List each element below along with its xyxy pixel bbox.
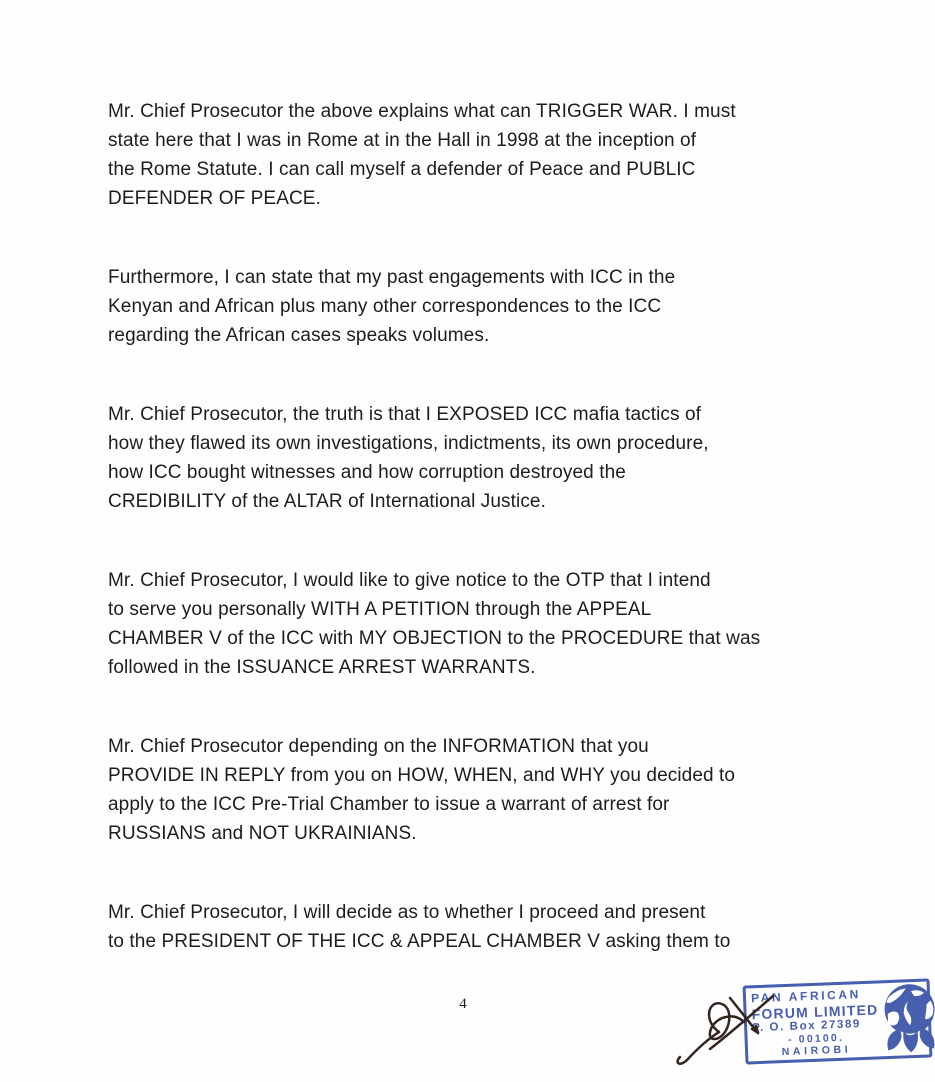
signature-icon [672, 991, 794, 1071]
paragraph-line: RUSSIANS and NOT UKRAINIANS. [108, 823, 417, 844]
page-number: 4 [459, 996, 467, 1012]
paragraph-line: how they flawed its own investigations, indictments, its own procedure, [108, 433, 709, 454]
paragraph-line: Mr. Chief Prosecutor depending on the INFORMATION that you [108, 736, 649, 757]
paragraph-line: state here that I was in Rome at in the Hall in 1998 at the inception of [108, 130, 697, 151]
paragraph-line: to the PRESIDENT OF THE ICC & APPEAL CHAMBER V asking them to [108, 931, 731, 952]
paragraph-line: to serve you personally WITH A PETITION through the APPEAL [108, 599, 652, 620]
paragraph-line: the Rome Statute. I can call myself a defender of Peace and PUBLIC [108, 159, 696, 180]
paragraph-line: how ICC bought witnesses and how corruption destroyed the [108, 462, 626, 483]
paragraph [108, 732, 840, 848]
paragraph-line: Mr. Chief Prosecutor the above explains what can TRIGGER WAR. I must [108, 101, 736, 122]
paragraph-line: CREDIBILITY of the ALTAR of International Justice. [108, 491, 546, 512]
stamp-postal-code: - 00100. [787, 1031, 845, 1046]
paragraph-line: PROVIDE IN REPLY from you on HOW, WHEN, and WHY you decided to [108, 765, 736, 786]
paragraph-line: Furthermore, I can state that my past engagements with ICC in the [108, 267, 676, 288]
stamp-city: NAIROBI [781, 1043, 852, 1059]
paragraph-line: regarding the African cases speaks volumes. [108, 325, 490, 346]
paragraph-line: Mr. Chief Prosecutor, I would like to give notice to the OTP that I intend [108, 570, 711, 591]
paragraph [108, 898, 840, 956]
paragraph-line: Mr. Chief Prosecutor, I will decide as to whether I proceed and present [108, 902, 706, 923]
paragraph [108, 400, 840, 516]
paragraph-line: CHAMBER V of the ICC with MY OBJECTION to the PROCEDURE that was [108, 628, 761, 649]
stamp-org-name-line1: PAN AFRICAN [750, 987, 862, 1006]
globe-icon [877, 982, 935, 1054]
paragraph [108, 97, 840, 213]
stamp-po-box: P. O. Box 27389 [751, 1018, 862, 1035]
paragraph-line: DEFENDER OF PEACE. [108, 188, 321, 209]
letter-body [108, 97, 840, 1006]
paragraph-line: Mr. Chief Prosecutor, the truth is that I EXPOSED ICC mafia tactics of [108, 404, 702, 425]
paragraph-line: apply to the ICC Pre-Trial Chamber to issue a warrant of arrest for [108, 794, 670, 815]
paragraph-line: Kenyan and African plus many other correspondences to the ICC [108, 296, 662, 317]
paragraph [108, 566, 840, 682]
stamp-org-name-line2: FORUM LIMITED [751, 1000, 879, 1022]
stamp-area [660, 975, 935, 1082]
paragraph-line: followed in the ISSUANCE ARREST WARRANTS. [108, 657, 536, 678]
paragraph [108, 263, 840, 350]
